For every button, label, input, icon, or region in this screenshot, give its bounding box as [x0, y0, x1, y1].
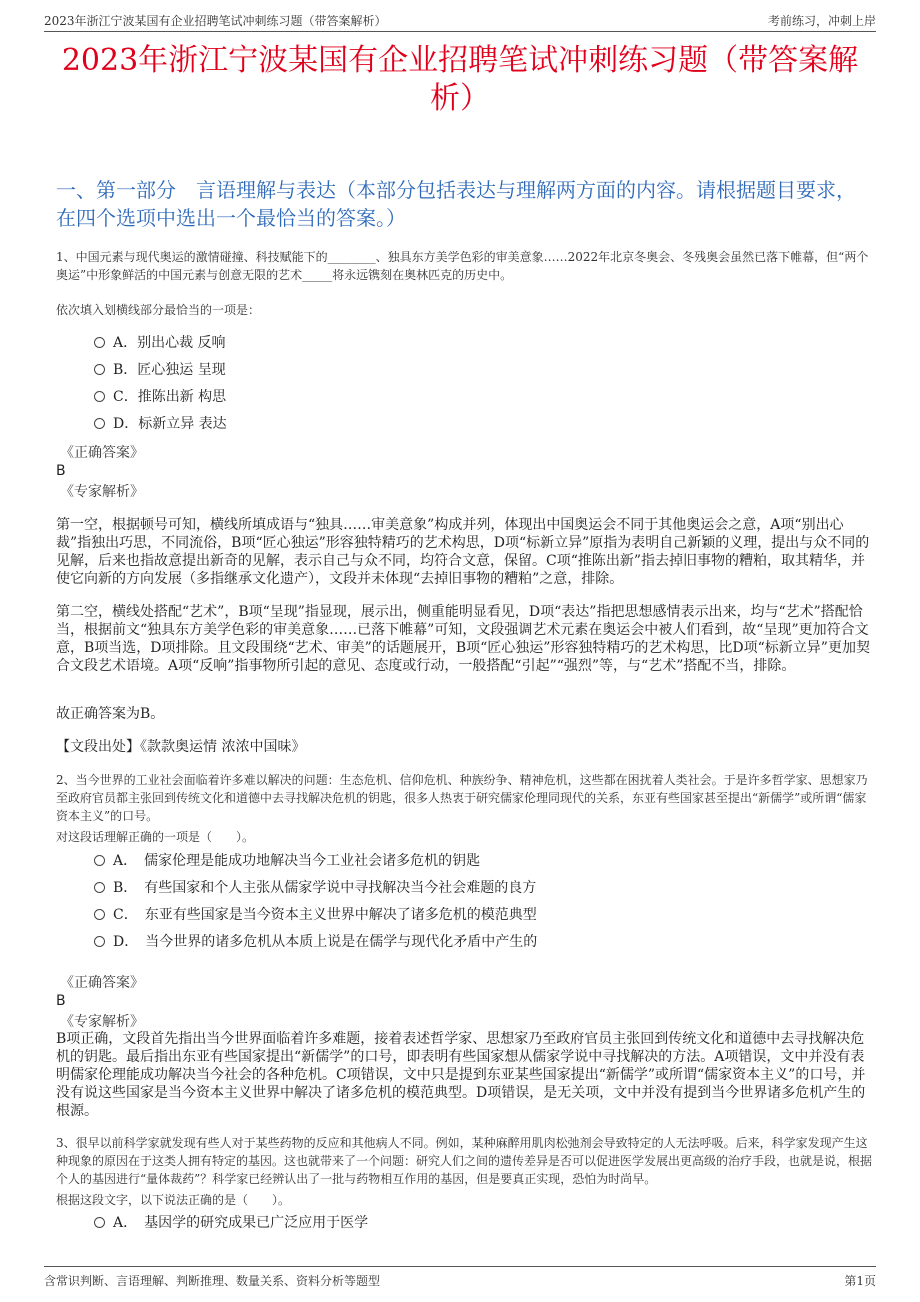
radio-icon[interactable] [94, 909, 105, 920]
question-2-option-c[interactable]: C． 东亚有些国家是当今资本主义世界中解决了诸多危机的模范典型 [94, 906, 537, 924]
question-1-answer-label: 《正确答案》 [60, 445, 144, 461]
section-heading: 一、第一部分 言语理解与表达（本部分包括表达与理解两方面的内容。请根据题目要求，在四个选项中选出一个最恰当的答案。） [56, 178, 856, 230]
page-title: 2023年浙江宁波某国有企业招聘笔试冲刺练习题（带答案解析） [61, 43, 859, 116]
question-1-answer: B [56, 463, 66, 479]
question-3-stem: 3、很早以前科学家就发现有些人对于某些药物的反应和其他病人不同。例如，某种麻醉用肌肉松弛剂会导致特定的人无法呼吸。后来，科学家发现产生这种现象的原因在于这类人拥有特定的基因。这也就带来了一个问题：研究人们之间的遗传差异是否可以促进医学发展出更高级的治疗手段，也就是说，根据个人的基因进行“量体裁药”？科学家已经辨认出了一批与药物相互作用的基因，但是要真正实现，恐怕为时尚早。 [56, 1136, 873, 1186]
question-2-option-b[interactable]: B． 有些国家和个人主张从儒家学说中寻找解决当今社会难题的良方 [94, 879, 536, 897]
question-1-analysis-para-2: 第二空，横线处搭配“艺术”，B项“呈现”指显现，展示出，侧重能明显看见，D项“表达”指把思想感情表示出来，均与“艺术”搭配恰当，根据前文“独具东方美学色彩的审美意象……已落下帷幕”可知，文段强调艺术元素在奥运会中被人们看到，故“呈现”更加符合文意，B项当选，D项排除。且文段围绕“艺术、审美”的话题展开，B项“匠心独运”形容独特精巧的艺术构思，比D项“标新立异”更加契合文段艺术语境。A项“反响”指事物所引起的意见、态度或行动，一般搭配“引起”“强烈”等，与“艺术”搭配不当，排除。 [56, 604, 870, 674]
radio-icon[interactable] [94, 391, 105, 402]
question-1-option-d[interactable]: D．标新立异 表达 [94, 415, 227, 433]
question-1-analysis-label: 《专家解析》 [60, 484, 144, 500]
header-slogan: 考前练习，冲刺上岸 [767, 14, 876, 28]
question-1-stem: 1、中国元素与现代奥运的激情碰撞、科技赋能下的________、独具东方美学色彩的审美意象……2022年北京冬奥会、冬残奥会虽然已落下帷幕，但“两个奥运”中形象鲜活的中国元素与创意无限的艺术_____将永远镌刻在奥林匹克的历史中。 [56, 250, 869, 282]
radio-icon[interactable] [94, 882, 105, 893]
footer-note: 含常识判断、言语理解、判断推理、数量关系、资料分析等题型 [44, 1274, 381, 1288]
question-2-stem: 2、当今世界的工业社会面临着许多难以解决的问题：生态危机、信仰危机、种族纷争、精神危机，这些都在困扰着人类社会。于是许多哲学家、思想家乃至政府官员都主张回到传统文化和道德中去寻找解决危机的钥匙，很多人热衷于研究儒家伦理同现代的关系，东亚有些国家甚至提出“新儒学”或所谓“儒家资本主义”的口号。 [56, 773, 868, 823]
question-1-analysis-para-1: 第一空，根据顿号可知，横线所填成语与“独具……审美意象”构成并列，体现出中国奥运会不同于其他奥运会之意，A项“别出心裁”指独出巧思，不同流俗，B项“匠心独运”形容独特精巧的艺术构思，D项“标新立异”原指为表明自己新颖的义理，提出与众不同的见解，后来也指故意提出新奇的见解，表示自己与众不同，均符合文意，保留。C项“推陈出新”指去掉旧事物的糟粕，取其精华，并使它向新的方向发展（多指继承文化遗产），文段并未体现“去掉旧事物的糟粕”之意，排除。 [56, 517, 870, 587]
question-2-answer-label: 《正确答案》 [60, 975, 144, 991]
question-1-option-a[interactable]: A．别出心裁 反响 [94, 334, 226, 352]
page-header [44, 10, 876, 30]
page-number: 第1页 [844, 1274, 876, 1288]
header-doc-title: 2023年浙江宁波某国有企业招聘笔试冲刺练习题（带答案解析） [44, 14, 387, 28]
footer-divider [44, 1266, 876, 1267]
question-2-analysis-label: 《专家解析》 [60, 1014, 144, 1030]
question-2-answer: B [56, 993, 66, 1009]
radio-icon[interactable] [94, 418, 105, 429]
question-1-prompt: 依次填入划横线部分最恰当的一项是： [56, 303, 261, 317]
radio-icon[interactable] [94, 364, 105, 375]
radio-icon[interactable] [94, 936, 105, 947]
radio-icon[interactable] [94, 1217, 105, 1228]
question-1-source: 【文段出处】《款款奥运情 浓浓中国味》 [56, 739, 306, 755]
radio-icon[interactable] [94, 337, 105, 348]
question-2-prompt: 对这段话理解正确的一项是（ ）。 [56, 830, 255, 844]
question-3-prompt: 根据这段文字，以下说法正确的是（ ）。 [56, 1193, 291, 1207]
question-1-option-b[interactable]: B．匠心独运 呈现 [94, 361, 226, 379]
question-1-option-c[interactable]: C．推陈出新 构思 [94, 388, 226, 406]
question-1-conclusion: 故正确答案为B。 [56, 706, 165, 722]
question-2-option-a[interactable]: A． 儒家伦理是能成功地解决当今工业社会诸多危机的钥匙 [94, 852, 480, 870]
radio-icon[interactable] [94, 855, 105, 866]
question-2-analysis: B项正确，文段首先指出当今世界面临着许多难题，接着表述哲学家、思想家乃至政府官员主张回到传统文化和道德中去寻找解决危机的钥匙。最后指出东亚有些国家提出“新儒学”的口号，即表明有些国家想从儒家学说中寻找解决的方法。A项错误，文中并没有表明儒家伦理能成功解决当今社会的各种危机。C项错误，文中只是提到东亚某些国家提出“新儒学”或所谓“儒家资本主义”的口号，并没有说这些国家是当今资本主义世界中解决了诸多危机的模范典型。D项错误，是无关项，文中并没有提到当今世界诸多危机产生的根源。 [56, 1031, 866, 1119]
header-divider [44, 31, 876, 32]
question-3-option-a[interactable]: A． 基因学的研究成果已广泛应用于医学 [94, 1214, 368, 1232]
question-2-option-d[interactable]: D． 当今世界的诸多危机从本质上说是在儒学与现代化矛盾中产生的 [94, 933, 537, 951]
